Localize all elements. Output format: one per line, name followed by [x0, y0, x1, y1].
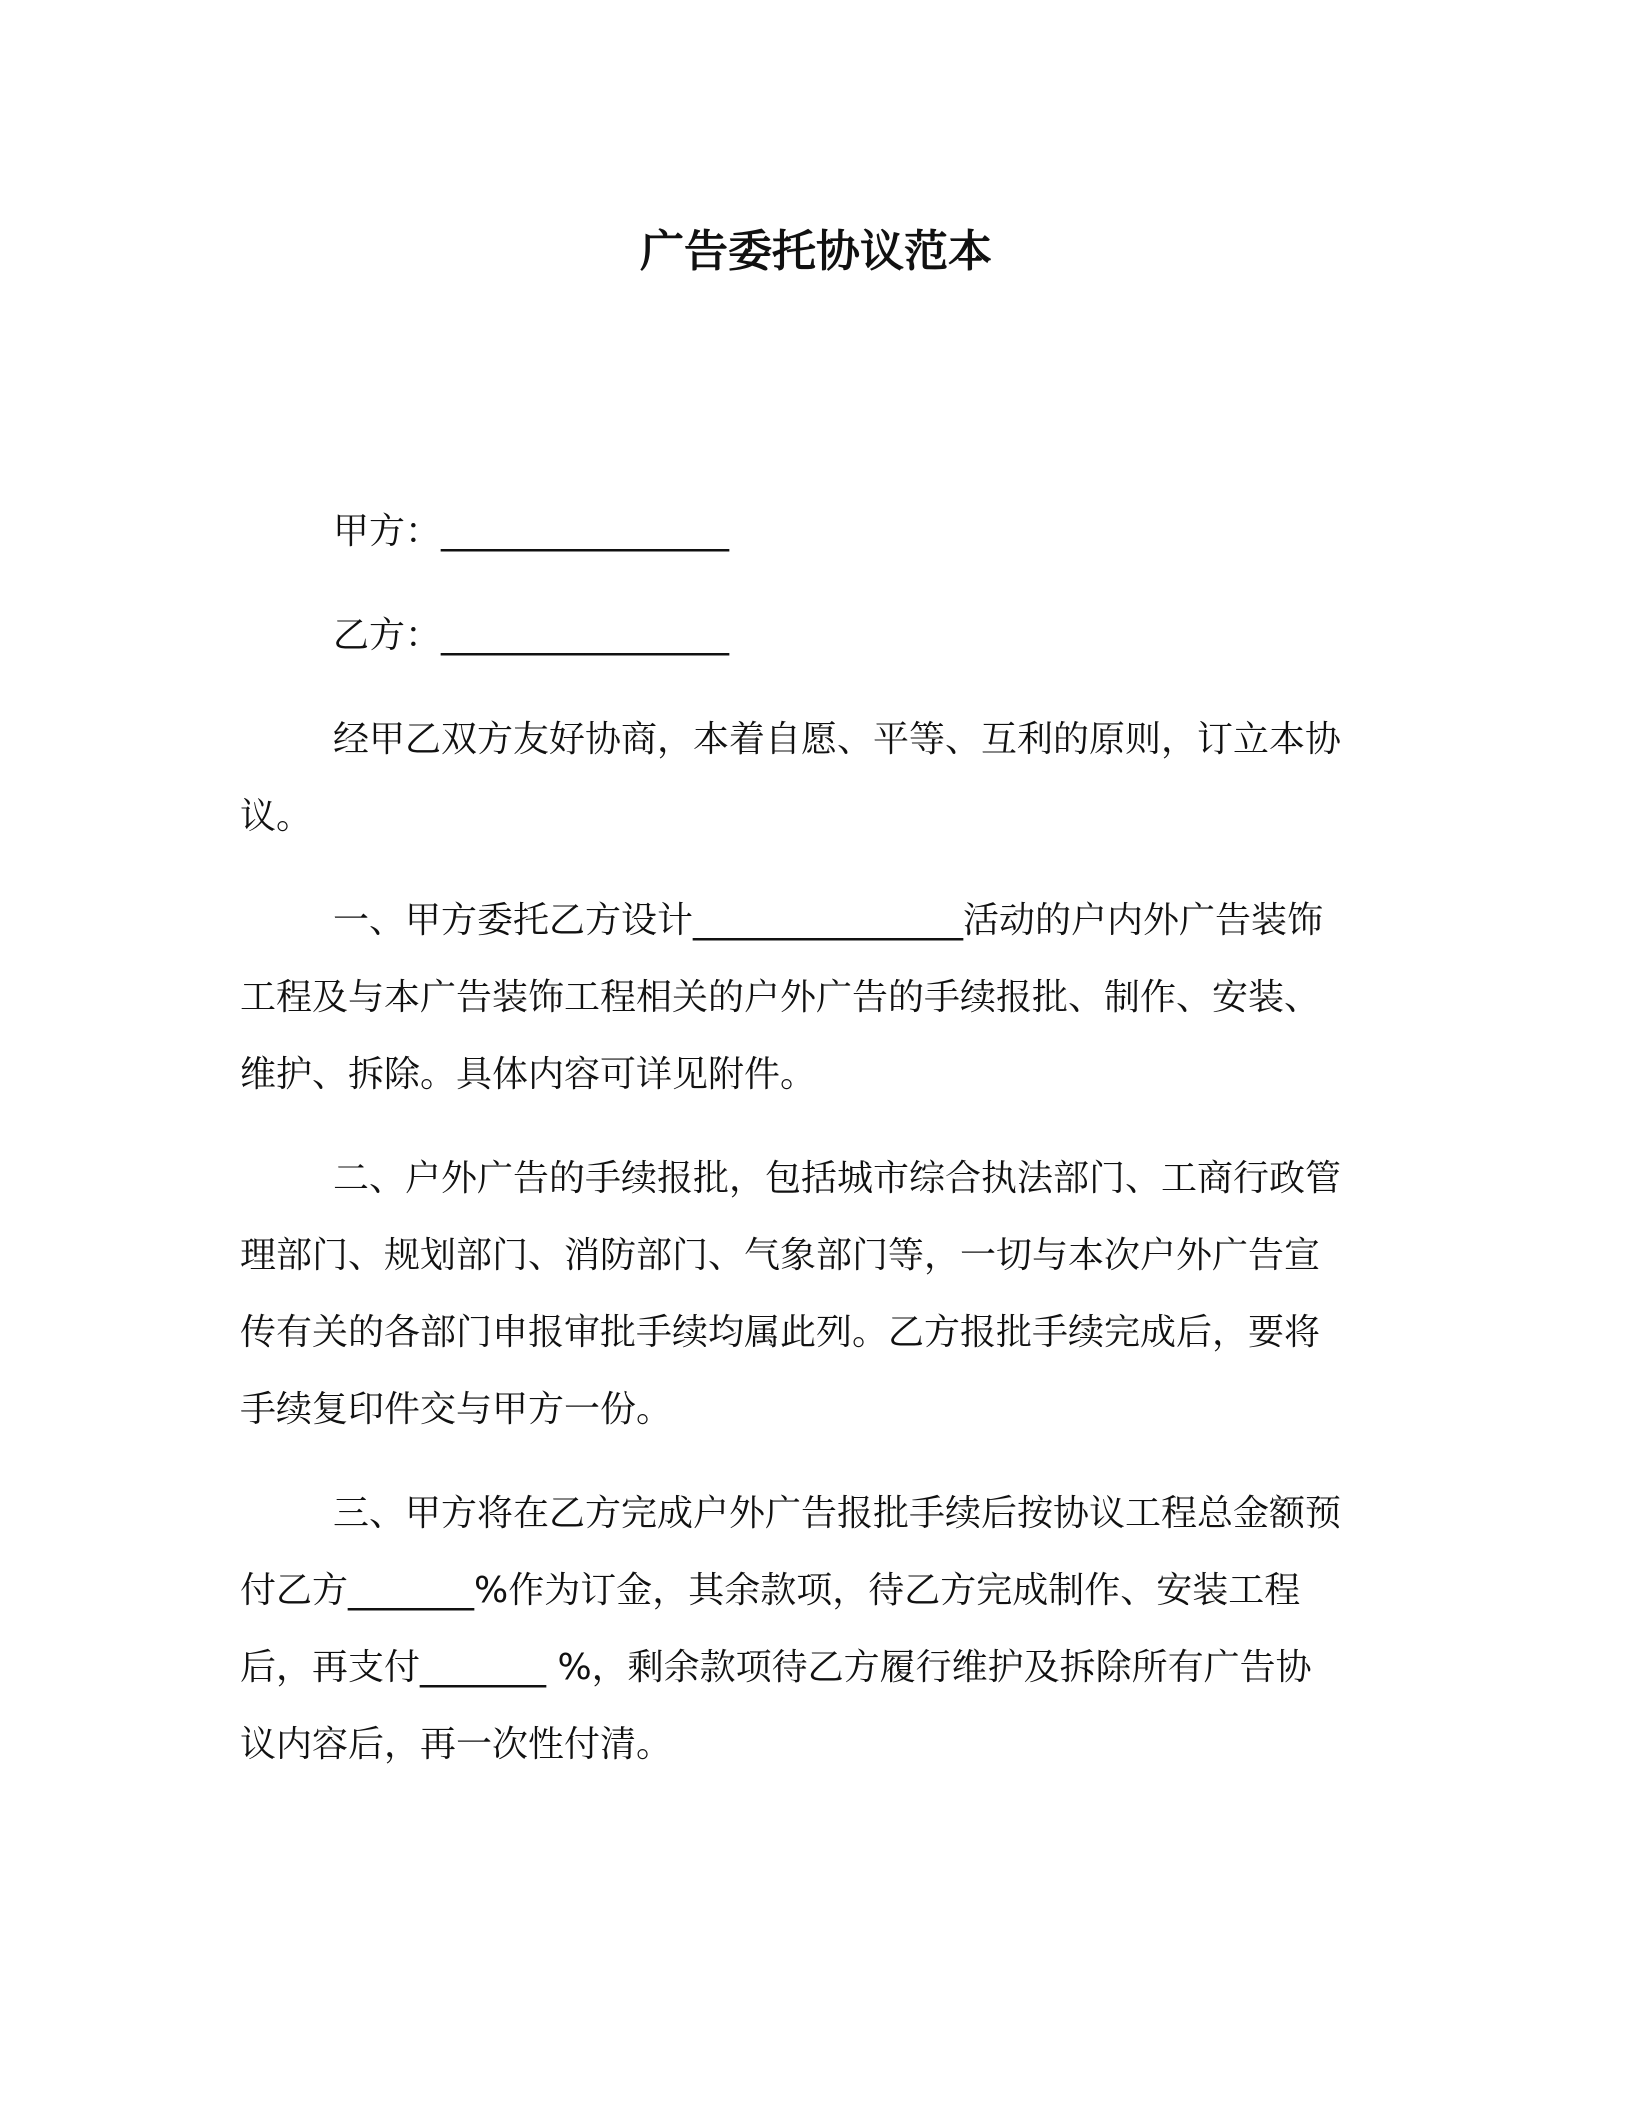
- document-body: [240, 493, 1380, 1810]
- party-a-line: [240, 493, 1380, 570]
- text-line: 二、户外广告的手续报批，包括城市综合执法部门、工商行政管: [333, 1158, 1342, 1199]
- text-line: 手续复印件交与甲方一份。: [240, 1389, 673, 1430]
- text-line: 一、甲方委托乙方设计_______________活动的户内外广告装饰: [333, 900, 1324, 941]
- text-line: 经甲乙双方友好协商，本着自愿、平等、互利的原则，订立本协: [333, 719, 1342, 760]
- party-b: 乙方：________________: [333, 615, 730, 656]
- party-a: 甲方：________________: [333, 511, 730, 552]
- text-line: 后，再支付_______ %，剩余款项待乙方履行维护及拆除所有广告协: [240, 1647, 1312, 1688]
- paragraph-clause-1: [240, 882, 1380, 1113]
- paragraph-preamble: [240, 701, 1380, 855]
- text-line: 理部门、规划部门、消防部门、气象部门等，一切与本次户外广告宣: [240, 1235, 1321, 1276]
- text-line: 议。: [240, 796, 313, 837]
- paragraph-clause-2: [240, 1140, 1380, 1448]
- text-line: 议内容后，再一次性付清。: [240, 1724, 673, 1765]
- party-b-line: [240, 597, 1380, 674]
- text-line: 三、甲方将在乙方完成户外广告报批手续后按协议工程总金额预: [333, 1493, 1342, 1534]
- text-line: 付乙方_______%作为订金，其余款项，待乙方完成制作、安装工程: [240, 1570, 1301, 1611]
- text-line: 工程及与本广告装饰工程相关的户外广告的手续报批、制作、安装、: [240, 977, 1321, 1018]
- text-line: 传有关的各部门申报审批手续均属此列。乙方报批手续完成后，要将: [240, 1312, 1321, 1353]
- text-line: 维护、拆除。具体内容可详见附件。: [240, 1054, 817, 1095]
- paragraph-clause-3: [240, 1475, 1380, 1783]
- document-title: 广告委托协议范本: [640, 226, 992, 277]
